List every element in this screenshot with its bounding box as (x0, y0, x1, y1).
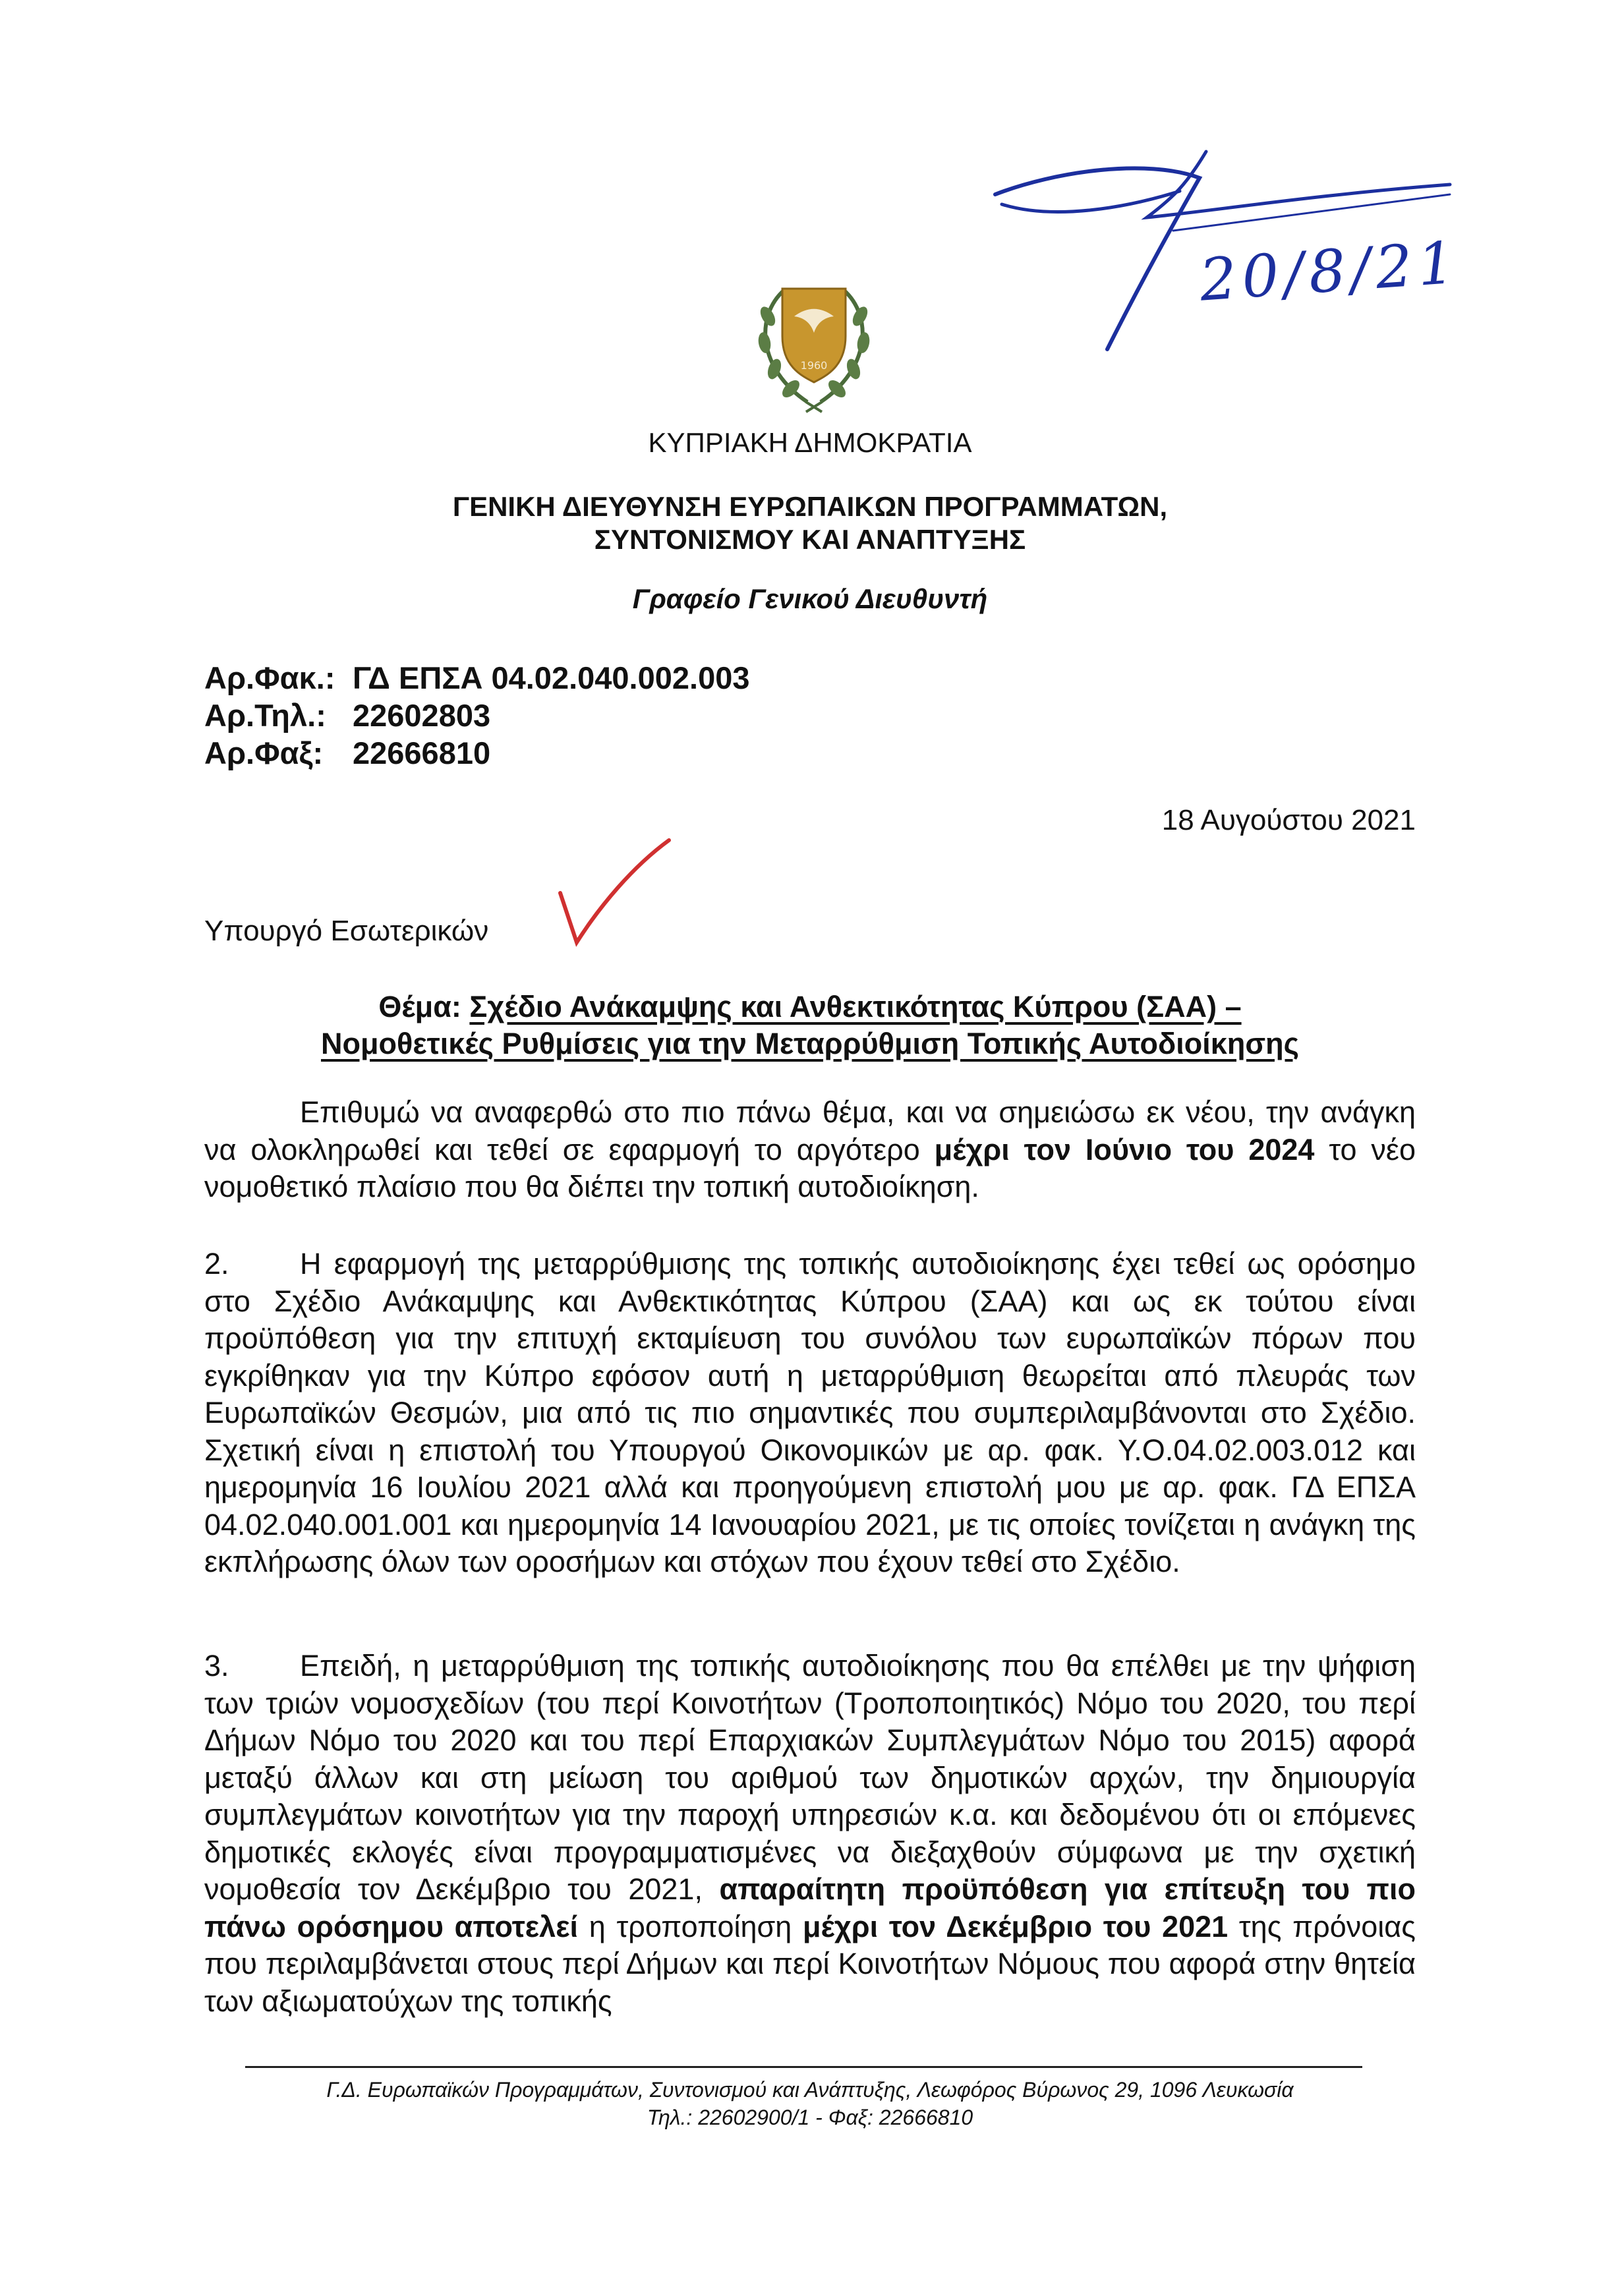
ref-tel: Αρ.Τηλ.: 22602803 (204, 698, 491, 733)
ref-file: Αρ.Φακ.: ΓΔ ΕΠΣΑ 04.02.040.002.003 (204, 660, 750, 695)
cyprus-emblem (748, 277, 880, 415)
footer-address: Γ.Δ. Ευρωπαϊκών Προγραμμάτων, Συντονισμού και Ανάπτυξης, Λεωφόρος Βύρωνος 29, 1096 Λευκωσία (326, 2078, 1294, 2102)
subject (0, 989, 1620, 1062)
footer (198, 2076, 1422, 2131)
ref-fax: Αρ.Φαξ: 22666810 (204, 735, 491, 770)
handwritten-date: 20/8/21 (1197, 228, 1462, 314)
paragraph-2-number: 2. (204, 1247, 229, 1280)
subject-line2: Νομοθετικές Ρυθμίσεις για την Μεταρρύθμιση Τοπικής Αυτοδιοίκησης (320, 1027, 1299, 1060)
footer-divider (245, 2066, 1362, 2068)
directorate-line1: ΓΕΝΙΚΗ ΔΙΕΥΘΥΝΣΗ ΕΥΡΩΠΑΙΚΩΝ ΠΡΟΓΡΑΜΜΑΤΩΝ, (452, 491, 1168, 522)
paragraph-3: 3. Επειδή, η μεταρρύθμιση της τοπικής αυτοδιοίκησης που θα επέλθει με την ψήφιση των τριών νομοσχεδίων (του περί Κοινοτήτων (Τροποποιητικός) Νόμο του 2020, του περί Δήμων Νόμο του 2020 και του περί Επαρχιακών Συμπλεγμάτων Νόμο του 2015) αφορά μεταξύ άλλων και στη μείωση του αριθμού των δημοτικών αρχών, την δημιουργία συμπλεγμάτων κοινοτήτων για την παροχή υπηρεσιών κ.α. και δεδομένου ότι οι επόμενες δημοτικές εκλογές είναι προγραμματισμένες να διεξαχθούν σύμφωνα με την σχετική νομοθεσία τον Δεκέμβριο του 2021, απαραίτητη προϋπόθεση για επίτευξη του πιο πάνω ορόσημου αποτελεί η τροποποίηση μέχρι τον Δεκέμβριο του 2021 της πρόνοιας που περιλαμβάνεται στους περί Δήμων και περί Κοινοτήτων Νόμους που αφορά στην θητεία των αξιωματούχων της τοπικής (204, 1649, 1416, 2018)
emblem-year: 1960 (800, 359, 828, 372)
recipient: Υπουργό Εσωτερικών (204, 915, 489, 947)
subject-label: Θέμα: (378, 990, 461, 1023)
paragraph-2: 2. Η εφαρμογή της μεταρρύθμισης της τοπικής αυτοδιοίκησης έχει τεθεί ως ορόσημο στο Σχέδιο Ανάκαμψης και Ανθεκτικότητας Κύπρου (ΣΑΑ) και ως εκ τούτου είναι προϋπόθεση για την επιτυχή εκταμίευση του συνόλου των ευρωπαϊκών πόρων που εγκρίθηκαν για την Κύπρο εφόσον αυτή η μεταρρύθμιση θεωρείται από πλευράς των Ευρωπαϊκών Θεσμών, μια από τις πιο σημαντικές που συμπεριλαμβάνονται στο Σχέδιο. Σχετική είναι η επιστολή του Υπουργού Οικονομικών με αρ. φακ. Υ.Ο.04.02.003.012 και ημερομηνία 16 Ιουλίου 2021 αλλά και προηγούμενη επιστολή μου με αρ. φακ. ΓΔ ΕΠΣΑ 04.02.040.001.001 και ημερομηνία 14 Ιανουαρίου 2021, με τις οποίες τονίζεται η ανάγκη της εκπλήρωσης όλων των οροσήμων και στόχων που έχουν τεθεί στο Σχέδιο. (204, 1247, 1416, 1578)
paragraph-1: Επιθυμώ να αναφερθώ στο πιο πάνω θέμα, και να σημειώσω εκ νέου, την ανάγκη να ολοκληρωθεί και τεθεί σε εφαρμογή το αργότερο μέχρι τον Ιούνιο του 2024 το νέο νομοθετικό πλαίσιο που θα διέπει την τοπική αυτοδιοίκηση. (204, 1095, 1416, 1203)
country-name: ΚΥΠΡΙΑΚΗ ΔΗΜΟΚΡΑΤΙΑ (648, 427, 972, 458)
footer-contact: Τηλ.: 22602900/1 - Φαξ: 22666810 (647, 2106, 973, 2129)
check-mark-icon (554, 834, 679, 952)
paragraph-3-number: 3. (204, 1649, 229, 1682)
subject-line1: Σχέδιο Ανάκαμψης και Ανθεκτικότητας Κύπρου (ΣΑΑ) – (469, 990, 1242, 1023)
directorate-line2: ΣΥΝΤΟΝΙΣΜΟΥ ΚΑΙ ΑΝΑΠΤΥΞΗΣ (594, 524, 1026, 555)
reference-block (204, 659, 750, 772)
letter-date: 18 Αυγούστου 2021 (1161, 804, 1416, 836)
office-name: Γραφείο Γενικού Διευθυντή (632, 583, 988, 614)
